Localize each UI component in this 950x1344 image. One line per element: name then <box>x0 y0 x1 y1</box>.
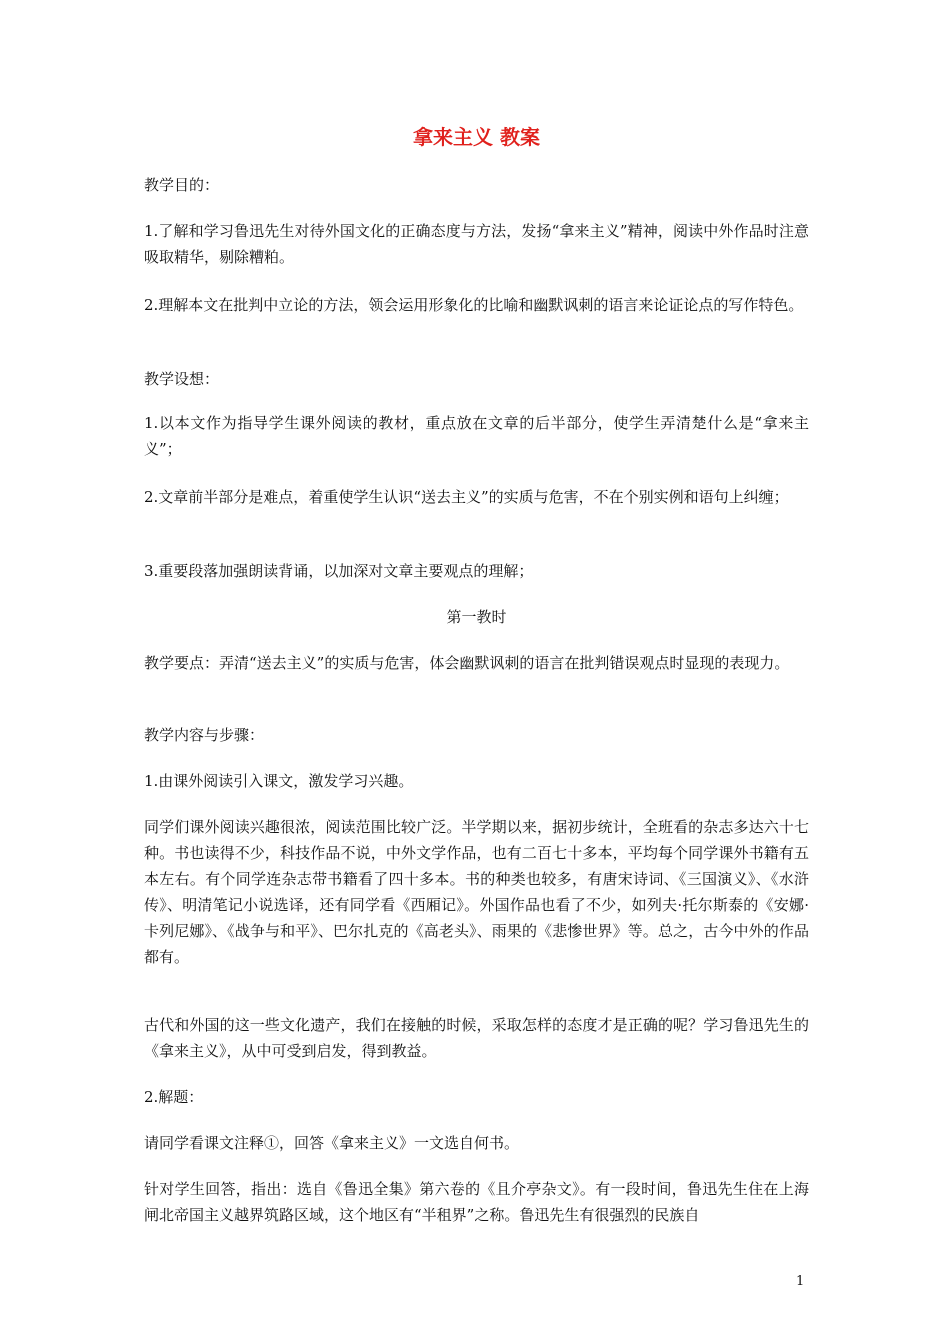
paragraph-goal-1: 1.了解和学习鲁迅先生对待外国文化的正确态度与方法，发扬“拿来主义”精神，阅读中外作品时注意吸取精华，剔除糟粕。 <box>144 222 809 266</box>
heading-teaching-goals: 教学目的： <box>144 176 220 194</box>
page-number: 1 <box>796 1274 805 1289</box>
paragraph-goal-2: 2.理解本文在批判中立论的方法，领会运用形象化的比喻和幽默讽刺的语言来论证论点的写作特色。 <box>144 296 804 314</box>
document-title: 拿来主义 教案 <box>413 125 540 149</box>
paragraph-reading-stats: 同学们课外阅读兴趣很浓，阅读范围比较广泛。半学期以来，据初步统计，全班看的杂志多达六十七种。书也读得不少，科技作品不说，中外文学作品，也有二百七十多本，平均每个同学课外书籍有五本左右。有个同学连杂志带书籍看了四十多本。书的种类也较多，有唐宋诗词、《三国演义》、《水浒传》、明清笔记小说选译，还有同学看《西厢记》。外国作品也看了不少，如列夫·托尔斯泰的《安娜·卡列尼娜》、《战争与和平》、巴尔扎克的《高老头》、雨果的《悲惨世界》等。总之，古今中外的作品都有。 <box>144 818 809 966</box>
heading-content-steps: 教学内容与步骤： <box>144 726 265 744</box>
paragraph-idea-2: 2.文章前半部分是难点，着重使学生认识“送去主义”的实质与危害，不在个别实例和语句上纠缠； <box>144 488 789 506</box>
paragraph-answer-source: 针对学生回答，指出：选自《鲁迅全集》第六卷的《且介亭杂文》。有一段时间，鲁迅先生住在上海闸北帝国主义越界筑路区域，这个地区有“半租界”之称。鲁迅先生有很强烈的民族自 <box>144 1180 809 1224</box>
heading-teaching-ideas: 教学设想： <box>144 370 220 388</box>
paragraph-step-1: 1.由课外阅读引入课文，激发学习兴趣。 <box>144 772 414 790</box>
document-page <box>144 0 809 1344</box>
paragraph-key-points: 教学要点：弄清“送去主义”的实质与危害，体会幽默讽刺的语言在批判错误观点时显现的表现力。 <box>144 654 790 672</box>
paragraph-idea-1: 1.以本文作为指导学生课外阅读的教材，重点放在文章的后半部分，使学生弄清楚什么是“拿来主义”； <box>144 414 809 458</box>
paragraph-cultural-heritage: 古代和外国的这一些文化遗产，我们在接触的时候，采取怎样的态度才是正确的呢？学习鲁迅先生的《拿来主义》，从中可受到启发，得到教益。 <box>144 1016 809 1060</box>
section-first-lesson: 第一教时 <box>446 608 507 626</box>
paragraph-idea-3: 3.重要段落加强朗读背诵，以加深对文章主要观点的理解； <box>144 562 534 580</box>
paragraph-annotation-question: 请同学看课文注释①，回答《拿来主义》一文选自何书。 <box>144 1134 520 1152</box>
paragraph-step-2: 2.解题： <box>144 1088 204 1106</box>
